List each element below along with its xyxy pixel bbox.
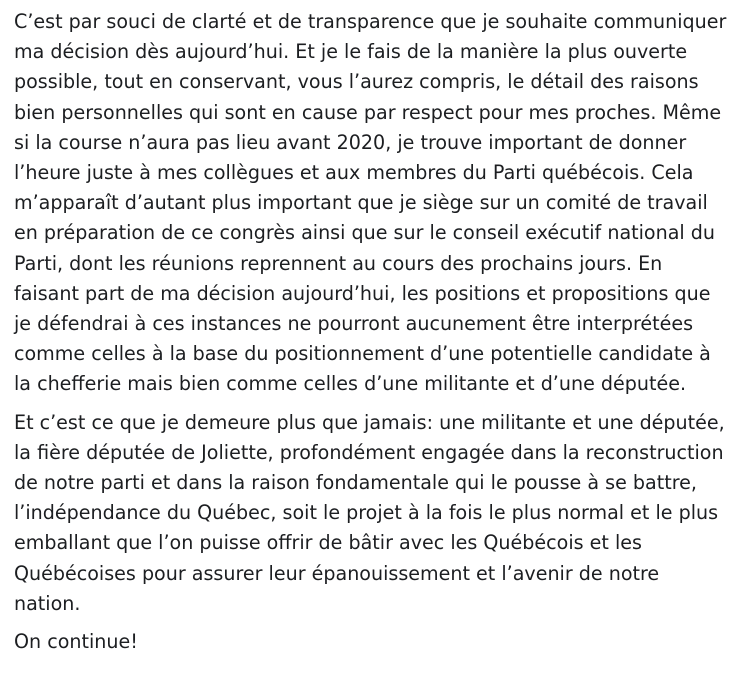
post-paragraph-2: Et c’est ce que je demeure plus que jamais: une militante et une députée, la fière députée de Joliette, profondément engagée dans la reconstruction de notre parti et dans la raison fondamentale qui le pousse à se battre, l’indépendance du Québec, soit le projet à la fois le plus normal et le plus emballant que l’on puisse offrir de bâtir avec les Québécois et les Québécoises pour assurer leur épanouissement et l’avenir de notre nation. — [14, 410, 725, 615]
post-paragraph-1: C’est par souci de clarté et de transparence que je souhaite communiquer ma décision dès aujourd’hui. Et je le fais de la manière la plus ouverte possible, tout en conservant, vous l’aurez compris, le détail des raisons bien personnelles qui sont en cause par respect pour mes proches. Même si la course n’aura pas lieu avant 2020, je trouve important de donner l’heure juste à mes collègues et aux membres du Parti québécois. Cela m’apparaît d’autant plus important que je siège sur un comité de travail en préparation de ce congrès ainsi que sur le conseil exécutif national du Parti, dont les réunions reprennent au cours des prochains jours. En faisant part de ma décision aujourd’hui, les positions et propositions que je défendrai à ces instances ne pourront aucunement être interprétées comme celles à la base du positionnement d’une potentielle candidate à la chefferie mais bien comme celles d’une militante et d’une députée. — [14, 10, 727, 396]
post-paragraph-3: On continue! — [14, 630, 138, 654]
